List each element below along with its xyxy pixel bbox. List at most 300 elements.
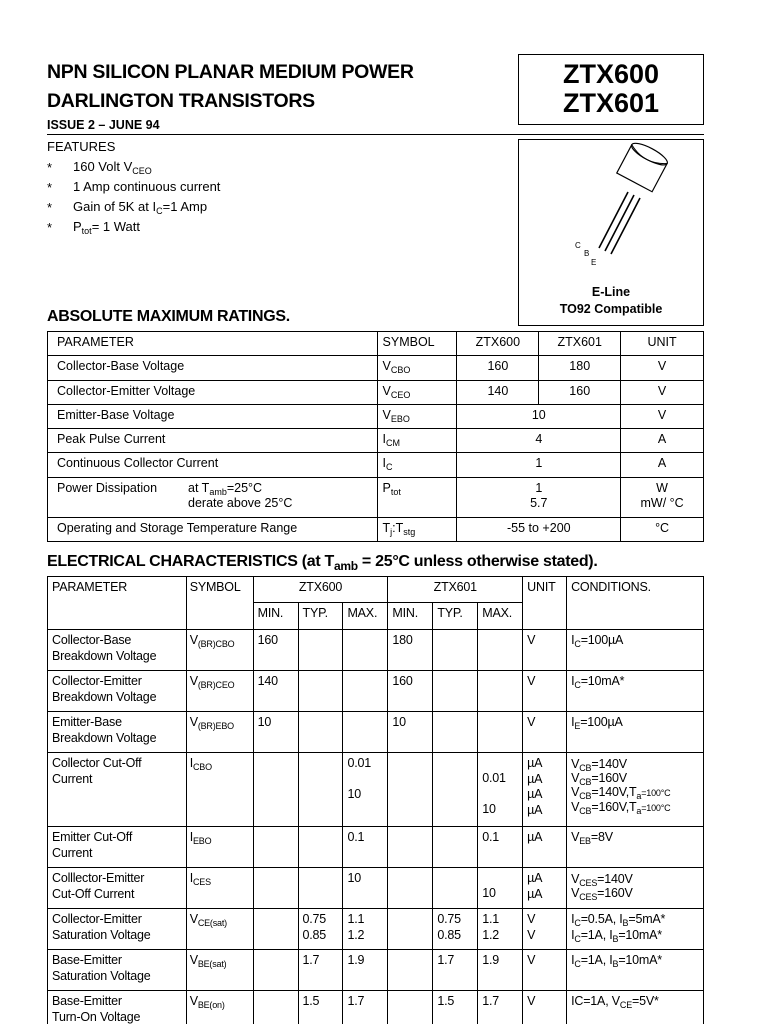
param-line: Collector-Emitter	[52, 912, 142, 926]
cell-unit: V	[523, 991, 567, 1024]
table-row	[48, 517, 704, 541]
symbol-sub: CES	[192, 877, 211, 887]
cell-condition	[567, 753, 704, 827]
cell-condition	[567, 827, 704, 868]
value-line: 0.85	[437, 927, 461, 942]
table-row	[48, 429, 704, 453]
cell-unit: V	[621, 404, 704, 428]
spacer	[482, 787, 522, 802]
unit-line: µA	[527, 802, 543, 817]
cell-value: 4	[457, 429, 621, 453]
cond-text: =140V,T	[591, 785, 637, 799]
param-line: Turn-On Voltage	[52, 1009, 141, 1024]
cell-symbol	[377, 404, 457, 428]
cell-parameter	[48, 753, 187, 827]
symbol-sub: CE(sat)	[197, 918, 227, 928]
unit-line: mW/ °C	[640, 495, 684, 510]
cond-sub: C	[574, 918, 581, 928]
symbol-text: V	[382, 359, 391, 374]
cell-empty	[253, 827, 298, 868]
cell-symbol	[377, 453, 457, 477]
cell-condition	[567, 671, 704, 712]
param-line: Emitter Cut-Off	[52, 830, 133, 844]
cell-empty	[253, 868, 298, 909]
cond-text: V	[571, 785, 580, 799]
cell-value: 1.7	[298, 950, 343, 991]
cell-value	[298, 909, 343, 950]
table-row	[48, 356, 704, 380]
symbol-text: I	[382, 432, 387, 447]
symbol-text: V	[189, 633, 198, 647]
cell-value: 1.9	[343, 950, 388, 991]
cond-text: =160V	[597, 886, 633, 900]
cell-unit	[621, 477, 704, 517]
cell-value: 1.9	[478, 950, 523, 991]
param-line: Colllector-Emitter	[52, 871, 145, 885]
symbol-text: P	[382, 480, 391, 495]
feature-item	[47, 197, 220, 217]
symbol-text: V	[189, 715, 198, 729]
cond-line	[571, 785, 703, 800]
cell-unit: A	[621, 453, 704, 477]
symbol-sub: (BR)CEO	[197, 680, 235, 690]
cond-sub: CB	[579, 791, 592, 801]
cell-parameter	[48, 909, 187, 950]
part-number-ztx600: ZTX600	[562, 59, 660, 89]
features-section	[47, 137, 220, 237]
cell-parameter	[48, 868, 187, 909]
header-typ: TYP.	[433, 603, 478, 630]
param-condition	[188, 481, 262, 496]
header-max: MAX.	[343, 603, 388, 630]
cond-text: I	[571, 715, 575, 729]
cell-empty	[343, 671, 388, 712]
cell-parameter: Collector-Emitter Voltage	[48, 380, 378, 404]
param-line: Collector-Base	[52, 633, 132, 647]
cell-condition	[567, 991, 704, 1024]
cell-empty	[388, 868, 433, 909]
cell-parameter	[48, 671, 187, 712]
part-number-ztx601: ZTX601	[562, 88, 660, 118]
cond-line	[571, 800, 703, 815]
cell-symbol	[186, 909, 253, 950]
cell-value: -55 to +200	[457, 517, 621, 541]
symbol-text: I	[189, 830, 193, 844]
cond-text: V	[571, 830, 580, 844]
param-line: Breakdown Voltage	[52, 730, 157, 745]
cell-symbol	[186, 712, 253, 753]
symbol-text: I	[189, 756, 193, 770]
unit-line: V	[527, 927, 536, 942]
symbol-text: I	[382, 456, 387, 471]
cell-parameter: Collector-Base Voltage	[48, 356, 378, 380]
cond-line	[571, 928, 703, 944]
cond-text: =160V,T	[591, 800, 637, 814]
table-row	[48, 671, 704, 712]
unit-line: µA	[527, 871, 543, 885]
header-max: MAX.	[478, 603, 523, 630]
part-number-box	[518, 54, 704, 125]
cell-empty	[298, 671, 343, 712]
symbol-sub: EBO	[192, 836, 212, 846]
param-line: Current	[52, 845, 93, 860]
cond-sub: CB	[579, 777, 592, 787]
cell-symbol	[186, 753, 253, 827]
symbol-sub: BE(on)	[197, 1000, 225, 1010]
cond-text: I	[571, 633, 575, 647]
symbol-sub: BE(sat)	[197, 959, 227, 969]
unit-line: µA	[527, 756, 543, 770]
symbol-sub: CBO	[390, 365, 411, 376]
pin-label-e: E	[591, 258, 597, 267]
param-line: Cut-Off Current	[52, 886, 135, 901]
amr-section-title: ABSOLUTE MAXIMUM RATINGS.	[47, 308, 290, 325]
cond-text: =10mA*	[618, 953, 662, 967]
header-typ: TYP.	[298, 603, 343, 630]
header-ztx601: ZTX601	[539, 332, 621, 356]
cond-text: V	[571, 800, 580, 814]
cond-text: =8V	[590, 830, 613, 844]
param-line: Saturation Voltage	[52, 927, 151, 942]
table-row	[48, 712, 704, 753]
feature-text: P	[73, 219, 82, 234]
table-header-row	[48, 577, 704, 603]
cell-value	[478, 868, 523, 909]
table-row	[48, 991, 704, 1024]
header-unit: UNIT	[523, 577, 567, 630]
cell-condition	[567, 909, 704, 950]
symbol-sub: CM	[386, 438, 401, 449]
cell-empty	[478, 712, 523, 753]
cell-value: 10	[343, 868, 388, 909]
cell-parameter	[48, 712, 187, 753]
cell-empty	[388, 950, 433, 991]
param-text: Power Dissipation	[57, 480, 158, 495]
cell-parameter: Operating and Storage Temperature Range	[48, 517, 378, 541]
cond-sub: CES	[579, 892, 598, 902]
header-min: MIN.	[253, 603, 298, 630]
cell-value	[343, 909, 388, 950]
unit-line: W	[656, 480, 668, 495]
cond-text: V	[571, 771, 580, 785]
cell-value	[433, 909, 478, 950]
cond-text: =1A, I	[580, 927, 613, 942]
title-text: = 25°C unless otherwise stated).	[357, 553, 598, 570]
value-line: 1.2	[347, 927, 365, 942]
feature-sub: tot	[81, 226, 92, 236]
cell-value: 160	[253, 630, 298, 671]
cell-value: 140	[457, 380, 539, 404]
symbol-text: V	[189, 994, 198, 1008]
table-row	[48, 630, 704, 671]
cell-unit: V	[523, 630, 567, 671]
document-title	[47, 58, 502, 116]
cond-text: =140V	[591, 757, 627, 771]
cell-value	[478, 909, 523, 950]
cond-text: I	[571, 927, 575, 942]
cell-parameter: Peak Pulse Current	[48, 429, 378, 453]
cond-sub: C	[574, 959, 581, 969]
cell-symbol	[377, 356, 457, 380]
title-line-2: DARLINGTON TRANSISTORS	[47, 90, 315, 112]
title-text: ELECTRICAL CHARACTERISTICS (at T	[47, 553, 334, 570]
bullet: *	[47, 220, 53, 235]
value-line: 0.01	[347, 756, 371, 770]
cell-empty	[298, 712, 343, 753]
table-row	[48, 453, 704, 477]
param-line: Breakdown Voltage	[52, 648, 157, 663]
package-compat: TO92 Compatible	[559, 302, 663, 316]
value-line: 1	[535, 480, 543, 495]
cell-empty	[298, 630, 343, 671]
cell-empty	[253, 909, 298, 950]
cell-value: 10	[457, 404, 621, 428]
feature-sub: CEO	[132, 166, 152, 176]
cell-parameter: Continuous Collector Current	[48, 453, 378, 477]
cell-empty	[343, 712, 388, 753]
header-divider	[47, 134, 704, 135]
cell-unit	[523, 868, 567, 909]
unit-line: µA	[527, 886, 543, 901]
package-box	[518, 139, 704, 326]
cond-sub: a	[636, 806, 642, 816]
cond-text: =5V*	[632, 994, 659, 1008]
pin-label-b: B	[584, 249, 590, 258]
header-ztx600: ZTX600	[457, 332, 539, 356]
cell-unit: V	[523, 712, 567, 753]
cond-text: V	[571, 872, 580, 886]
cond-sub: CB	[579, 806, 592, 816]
cond-line	[571, 886, 703, 900]
cell-empty	[388, 753, 433, 827]
header-parameter: PARAMETER	[48, 332, 378, 356]
cell-unit: V	[523, 671, 567, 712]
feature-item	[47, 157, 220, 177]
value-line: 0.01	[482, 771, 506, 785]
electrical-characteristics-table	[47, 576, 704, 1024]
cell-value: 10	[388, 712, 433, 753]
cond-text: IC=1A, V	[571, 994, 620, 1008]
bullet: *	[47, 200, 53, 215]
cell-unit: V	[523, 950, 567, 991]
unit-line: µA	[527, 787, 543, 801]
cell-value: 160	[539, 380, 621, 404]
bullet: *	[47, 160, 53, 175]
absolute-max-ratings-table	[47, 331, 704, 542]
features-heading: FEATURES	[47, 139, 116, 154]
cell-symbol	[186, 991, 253, 1024]
value-line: 0.75	[437, 912, 461, 926]
symbol-text: T	[382, 520, 391, 535]
cond-sub: B	[612, 933, 619, 944]
cell-value: 180	[388, 630, 433, 671]
power-param	[57, 481, 377, 496]
cond-text: V	[571, 757, 580, 771]
value-line: 10	[347, 786, 361, 801]
cond-sub: CE	[619, 1000, 632, 1010]
cell-parameter	[48, 630, 187, 671]
value-line: 1.2	[482, 927, 500, 942]
table-row	[48, 477, 704, 517]
cell-parameter	[48, 991, 187, 1024]
transistor-package-icon	[519, 140, 705, 280]
param-line: Base-Emitter	[52, 994, 122, 1008]
cell-condition	[567, 868, 704, 909]
symbol-text: V	[189, 674, 198, 688]
cell-empty	[433, 630, 478, 671]
cell-symbol	[186, 671, 253, 712]
feature-text: =1 Amp	[162, 199, 208, 214]
package-name: E-Line	[591, 285, 631, 299]
cond-text: =10mA*	[618, 927, 662, 942]
cond-sub: a	[636, 791, 642, 801]
value-line: 5.7	[530, 495, 548, 510]
issue-date: ISSUE 2 – JUNE 94	[47, 118, 160, 132]
cond-sub: B	[612, 959, 619, 969]
cell-empty	[253, 991, 298, 1024]
cond-text: I	[571, 674, 575, 688]
cell-value: 1.7	[343, 991, 388, 1024]
header-symbol: SYMBOL	[377, 332, 457, 356]
feature-item	[47, 177, 220, 197]
cell-unit	[523, 909, 567, 950]
value-line: 1.1	[482, 912, 500, 926]
cell-symbol	[377, 429, 457, 453]
cell-empty	[298, 827, 343, 868]
symbol-text: V	[189, 912, 198, 926]
cell-symbol	[377, 477, 457, 517]
title-line-1: NPN SILICON PLANAR MEDIUM POWER	[47, 61, 414, 83]
value-line: 0.85	[302, 927, 327, 942]
cond-text: =100µA	[580, 715, 623, 729]
cell-value: 1	[457, 453, 621, 477]
header-parameter: PARAMETER	[48, 577, 187, 630]
cond-sub: CES	[579, 878, 598, 888]
cell-empty	[388, 827, 433, 868]
param-line: Collector-Emitter	[52, 674, 142, 688]
spacer	[482, 756, 522, 771]
table-row	[48, 950, 704, 991]
cond-line	[571, 757, 703, 771]
cell-unit: A	[621, 429, 704, 453]
cell-empty	[388, 909, 433, 950]
symbol-sub: (BR)CBO	[197, 639, 235, 649]
cell-value: 160	[457, 356, 539, 380]
cond-sub: E	[574, 721, 581, 731]
cond-sub: C	[574, 933, 581, 944]
symbol-sub: tot	[390, 486, 401, 497]
cell-value: 160	[388, 671, 433, 712]
cond-text: V	[571, 886, 580, 900]
value-line: 10	[482, 886, 496, 900]
param-line: Breakdown Voltage	[52, 689, 157, 704]
table-row	[48, 827, 704, 868]
package-caption	[519, 284, 703, 318]
symbol-sub: CBO	[192, 762, 212, 772]
cond-text: =10mA*	[580, 674, 625, 688]
param-line: Current	[52, 771, 93, 786]
cond-text: I	[571, 953, 575, 967]
cond-sub: amb	[209, 486, 227, 497]
cell-condition	[567, 712, 704, 753]
cell-value: 10	[253, 712, 298, 753]
cond-text: =100°C	[641, 803, 671, 813]
cell-empty	[298, 753, 343, 827]
symbol-sub: stg	[403, 526, 416, 537]
cell-empty	[433, 868, 478, 909]
symbol-sub: (BR)EBO	[197, 721, 234, 731]
cond-text: =100µA	[580, 633, 624, 647]
feature-item	[47, 217, 220, 237]
header-ztx600: ZTX600	[253, 577, 388, 603]
table-row	[48, 404, 704, 428]
cell-empty	[343, 630, 388, 671]
cond-text: =160V	[591, 771, 627, 785]
cond-sub: B	[622, 918, 629, 928]
symbol-text: V	[382, 383, 391, 398]
cell-symbol	[186, 827, 253, 868]
cell-symbol	[377, 380, 457, 404]
cell-empty	[433, 827, 478, 868]
cell-unit	[523, 753, 567, 827]
cell-value: 1.5	[433, 991, 478, 1024]
cell-empty	[433, 753, 478, 827]
cell-value	[457, 477, 621, 517]
header-symbol: SYMBOL	[186, 577, 253, 630]
cell-value: 1.7	[433, 950, 478, 991]
symbol-text: V	[189, 953, 198, 967]
cond-line	[571, 872, 703, 886]
symbol-text: I	[189, 871, 193, 885]
cell-empty	[478, 630, 523, 671]
header-ztx601: ZTX601	[388, 577, 523, 603]
bullet: *	[47, 180, 53, 195]
cell-value: 0.1	[478, 827, 523, 868]
table-row	[48, 868, 704, 909]
param-line: Collector Cut-Off	[52, 756, 142, 770]
cell-symbol	[186, 630, 253, 671]
cond-text: =5mA*	[628, 912, 666, 926]
param-condition-2: derate above 25°C	[188, 495, 293, 510]
cell-symbol	[186, 950, 253, 991]
cell-empty	[433, 712, 478, 753]
cell-parameter: Emitter-Base Voltage	[48, 404, 378, 428]
table-row	[48, 909, 704, 950]
cell-value: 0.1	[343, 827, 388, 868]
symbol-sub: CEO	[390, 389, 411, 400]
symbol-sub: EBO	[390, 413, 410, 424]
cell-value	[478, 753, 523, 827]
cell-empty	[478, 671, 523, 712]
cell-unit: °C	[621, 517, 704, 541]
feature-text: = 1 Watt	[91, 219, 140, 234]
feature-text: Gain of 5K at I	[73, 199, 157, 214]
feature-sub: C	[156, 206, 163, 216]
header-min: MIN.	[388, 603, 433, 630]
value-line: 0.75	[302, 912, 327, 926]
cond-sub: CB	[579, 763, 592, 773]
cond-sub: EB	[579, 836, 591, 846]
cond-line	[571, 912, 703, 928]
cell-empty	[433, 671, 478, 712]
cond-sub: C	[574, 639, 581, 649]
cond-text: =0.5A, I	[580, 912, 623, 926]
cell-empty	[253, 950, 298, 991]
cell-symbol	[186, 868, 253, 909]
title-sub: amb	[334, 559, 358, 573]
symbol-text: V	[382, 407, 391, 422]
cond-text: =25°C	[226, 480, 263, 495]
